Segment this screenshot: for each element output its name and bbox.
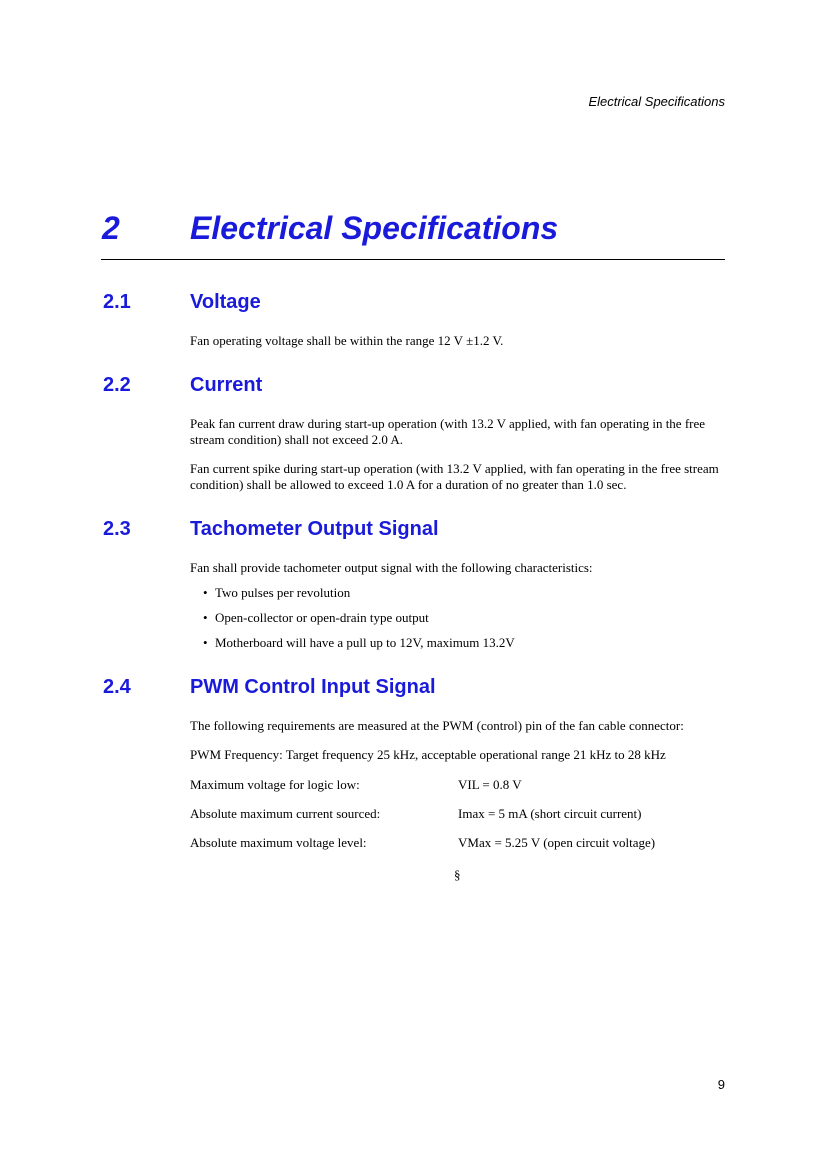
list-item (203, 610, 429, 626)
page-number: 9 (717, 1077, 725, 1092)
pwm-intro: The following requirements are measured at the PWM (control) pin of the fan cable connector: (190, 718, 684, 733)
voltage-paragraph: Fan operating voltage shall be within the range 12 V ±1.2 V. (190, 333, 504, 348)
chapter-title: Electrical Specifications (190, 210, 559, 246)
list-item-text: Open-collector or open-drain type output (215, 610, 429, 625)
running-header: Electrical Specifications (588, 94, 725, 109)
section-title-pwm: PWM Control Input Signal (190, 676, 436, 698)
section-number-current: 2.2 (103, 374, 131, 396)
spec-label-logic-low: Maximum voltage for logic low: (190, 777, 360, 792)
spec-label-max-voltage: Absolute maximum voltage level: (190, 835, 367, 850)
section-title-voltage: Voltage (190, 291, 261, 313)
spec-value-max-current: Imax = 5 mA (short circuit current) (458, 806, 642, 821)
section-number-voltage: 2.1 (103, 291, 131, 313)
spec-label-max-current: Absolute maximum current sourced: (190, 806, 381, 821)
spec-value-max-voltage: VMax = 5.25 V (open circuit voltage) (458, 835, 656, 850)
spec-value-logic-low: VIL = 0.8 V (458, 777, 522, 792)
current-paragraph-1: Peak fan current draw during start-up operation (with 13.2 V applied, with fan operating in the free stream condition) shall not exceed 2.0 A. (190, 416, 706, 447)
section-number-pwm: 2.4 (103, 676, 131, 698)
chapter-divider (101, 259, 725, 260)
current-paragraph-2: Fan current spike during start-up operation (with 13.2 V applied, with fan operating in the free stream condition) shall be allowed to exceed 1.0 A for a duration of no greater than 1.0 sec. (190, 461, 719, 492)
section-end-mark: § (454, 867, 461, 882)
section-title-current: Current (190, 374, 263, 396)
list-item-text: Motherboard will have a pull up to 12V, maximum 13.2V (215, 635, 515, 650)
bullet-icon: • (203, 585, 208, 600)
tachometer-intro: Fan shall provide tachometer output signal with the following characteristics: (190, 560, 593, 575)
pwm-frequency: PWM Frequency: Target frequency 25 kHz, acceptable operational range 21 kHz to 28 kHz (190, 747, 666, 762)
section-number-tachometer: 2.3 (103, 518, 131, 540)
section-title-tachometer: Tachometer Output Signal (190, 518, 439, 540)
list-item (203, 635, 515, 651)
chapter-number: 2 (102, 210, 120, 246)
list-item (203, 585, 350, 601)
bullet-icon: • (203, 610, 208, 625)
list-item-text: Two pulses per revolution (215, 585, 351, 600)
bullet-icon: • (203, 635, 208, 650)
